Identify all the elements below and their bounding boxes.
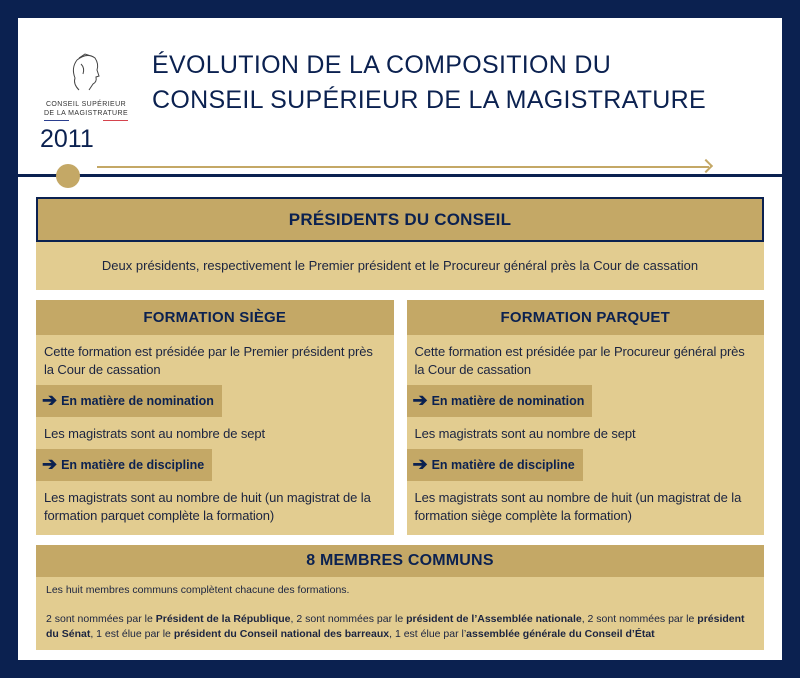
arrow-right-icon: ➔ bbox=[412, 454, 428, 474]
formation-heading: FORMATION SIÈGE bbox=[36, 300, 394, 335]
nomination-tag bbox=[407, 385, 593, 417]
emphasis: président du Conseil national des barreaux bbox=[173, 628, 390, 640]
arrow-right-icon bbox=[699, 159, 713, 173]
infographic bbox=[18, 18, 782, 660]
logo-line-1: CONSEIL SUPÉRIEUR bbox=[45, 101, 127, 108]
discipline-text: Les magistrats sont au nombre de huit (un magistrat de la formation parquet complète la formation) bbox=[44, 490, 371, 523]
discipline-tag bbox=[36, 449, 212, 481]
communs-intro: Les huit membres communs complètent chacune des formations. bbox=[46, 584, 350, 596]
formation-parquet bbox=[407, 300, 765, 535]
nomination-tag bbox=[36, 385, 222, 417]
emphasis: assemblée générale du Conseil d’État bbox=[466, 628, 655, 640]
tag-label: En matière de discipline bbox=[431, 458, 575, 472]
marianne-profile-icon bbox=[63, 50, 109, 96]
text: , 2 sont nommées par le bbox=[290, 613, 407, 625]
timeline-arrow-line bbox=[97, 166, 709, 168]
emphasis: président du Sénat bbox=[46, 613, 745, 640]
formation-intro: Cette formation est présidée par le Premier président près la Cour de cassation bbox=[44, 344, 373, 377]
timeline-dot bbox=[56, 164, 80, 188]
emphasis: Président de la République bbox=[155, 613, 291, 625]
formation-siege bbox=[36, 300, 394, 535]
text: 2 sont nommées par le bbox=[46, 613, 156, 625]
csm-logo bbox=[32, 50, 140, 121]
logo-line-2: DE LA MAGISTRATURE bbox=[43, 110, 129, 117]
formation-heading: FORMATION PARQUET bbox=[407, 300, 765, 335]
tag-label: En matière de nomination bbox=[431, 394, 585, 408]
presidents-text: Deux présidents, respectivement le Premier président et le Procureur général près la Cour de cassation bbox=[101, 258, 699, 273]
emphasis: président de l’Assemblée nationale bbox=[406, 613, 582, 625]
tag-label: En matière de nomination bbox=[61, 394, 214, 408]
content bbox=[36, 197, 764, 650]
title-line-1: ÉVOLUTION DE LA COMPOSITION DU bbox=[152, 51, 612, 79]
nomination-text: Les magistrats sont au nombre de sept bbox=[414, 426, 636, 441]
arrow-right-icon: ➔ bbox=[42, 390, 58, 410]
communs-detail bbox=[36, 598, 764, 642]
communs-heading: 8 MEMBRES COMMUNS bbox=[36, 545, 764, 577]
divider bbox=[18, 174, 782, 177]
membres-communs-section bbox=[36, 545, 764, 650]
arrow-right-icon: ➔ bbox=[42, 454, 58, 474]
page-title bbox=[152, 48, 706, 118]
year: 2011 bbox=[40, 125, 94, 153]
discipline-text: Les magistrats sont au nombre de huit (un magistrat de la formation siège complète la formation) bbox=[414, 490, 742, 523]
text: , 1 est élue par le bbox=[90, 628, 174, 640]
tag-label: En matière de discipline bbox=[61, 458, 205, 472]
discipline-tag bbox=[407, 449, 583, 481]
presidents-section bbox=[36, 197, 764, 290]
presidents-heading: PRÉSIDENTS DU CONSEIL bbox=[36, 197, 764, 242]
tricolor-bar bbox=[44, 120, 128, 121]
text: , 2 sont nommées par le bbox=[581, 613, 698, 625]
formations-row bbox=[36, 300, 764, 535]
text: , 1 est élue par l’ bbox=[389, 628, 467, 640]
title-line-2: CONSEIL SUPÉRIEUR DE LA MAGISTRATURE bbox=[152, 86, 706, 114]
nomination-text: Les magistrats sont au nombre de sept bbox=[44, 426, 266, 441]
formation-intro: Cette formation est présidée par le Procureur général près la Cour de cassation bbox=[414, 344, 745, 377]
header bbox=[18, 18, 782, 197]
arrow-right-icon: ➔ bbox=[412, 390, 428, 410]
